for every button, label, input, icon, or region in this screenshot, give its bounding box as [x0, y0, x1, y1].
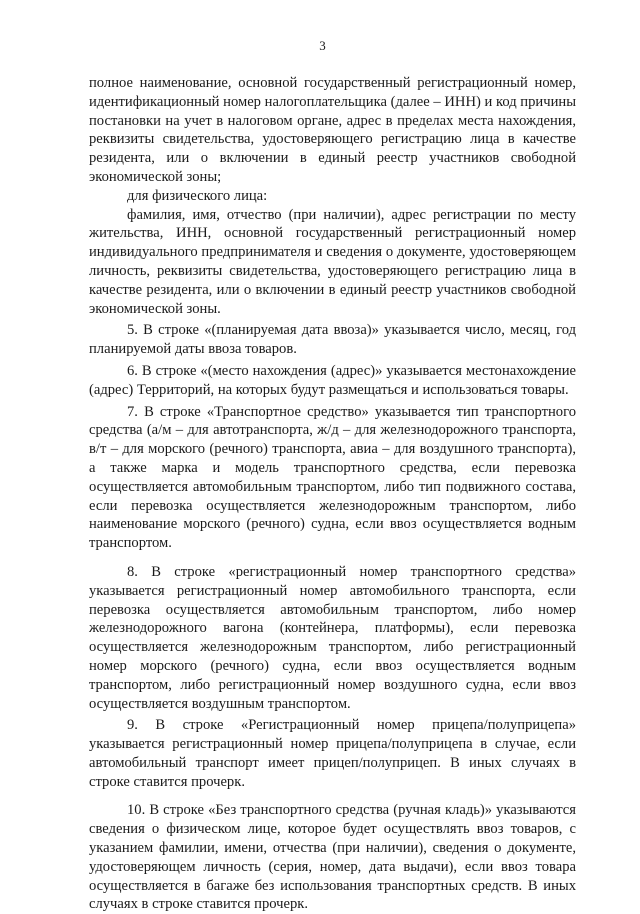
paragraph-legal-entity-details: полное наименование, основной государственный регистрационный номер, идентификационный номер налогоплательщика (далее – ИНН) и код причины постановки на учет в налоговом органе, адрес в пределах места нахождения, реквизиты свидетельства, удостоверяющего регистрацию лица в качестве резидента, или о включении в единый реестр участников свободной экономической зоны;	[89, 75, 576, 185]
paragraph-item-9: 9. В строке «Регистрационный номер прицепа/полуприцепа» указывается регистрационный номер прицепа/полуприцепа в случае, если автомобильный транспорт имеет прицеп/полуприцеп. В иных случаях в строке ставится прочерк.	[89, 717, 576, 790]
page-number: 3	[319, 38, 326, 53]
document-body	[89, 74, 576, 914]
paragraph-individual-details: фамилия, имя, отчество (при наличии), адрес регистрации по месту жительства, ИНН, основной государственный регистрационный номер индивидуального предпринимателя и сведения о документе, удостоверяющем личность, реквизиты свидетельства, удостоверяющего регистрацию лица в качестве резидента, или о включении в единый реестр участников свободной экономической зоны.	[89, 206, 576, 317]
paragraph-item-5: 5. В строке «(планируемая дата ввоза)» указывается число, месяц, год планируемой даты ввоза товаров.	[89, 322, 576, 358]
paragraph-item-8: 8. В строке «регистрационный номер транспортного средства» указывается регистрационный номер автомобильного транспорта, если перевозка осуществляется автомобильным транспортом, либо номер железнодорожного вагона (контейнера, платформы), если перевозка осуществляется железнодорожным транспортом, либо регистрационный номер морского (речного) судна, если ввоз осуществляется водным транспортом, либо регистрационный номер воздушного судна, если ввоз осуществляется воздушным транспортом.	[89, 563, 576, 712]
paragraph-item-7: 7. В строке «Транспортное средство» указывается тип транспортного средства (а/м – для автотранспорта, ж/д – для железнодорожного транспорта, в/т – для морского (речного) транспорта, авиа – для воздушного транспорта), а также марка и модель транспортного средства, если перевозка осуществляется автомобильным транспортом, либо тип подвижного состава, если перевозка осуществляется железнодорожным транспортом, либо наименование морского (речного) судна, если ввоз осуществляется водным транспортом.	[89, 403, 576, 552]
paragraph-individual-heading: для физического лица:	[127, 187, 268, 204]
paragraph-item-10: 10. В строке «Без транспортного средства (ручная кладь)» указываются сведения о физическом лице, которое будет осуществлять ввоз товаров, с указанием фамилии, имени, отчества (при наличии), сведения о документе, удостоверяющем личность (серия, номер, дата выдачи), если ввоз товара осуществляется в багаже без использования транспортных средств. В иных случаях в строке ставится прочерк.	[89, 802, 576, 913]
paragraph-item-6: 6. В строке «(место нахождения (адрес)» указывается местонахождение (адрес) Территорий, на которых будут размещаться и использоваться товары.	[89, 362, 576, 398]
